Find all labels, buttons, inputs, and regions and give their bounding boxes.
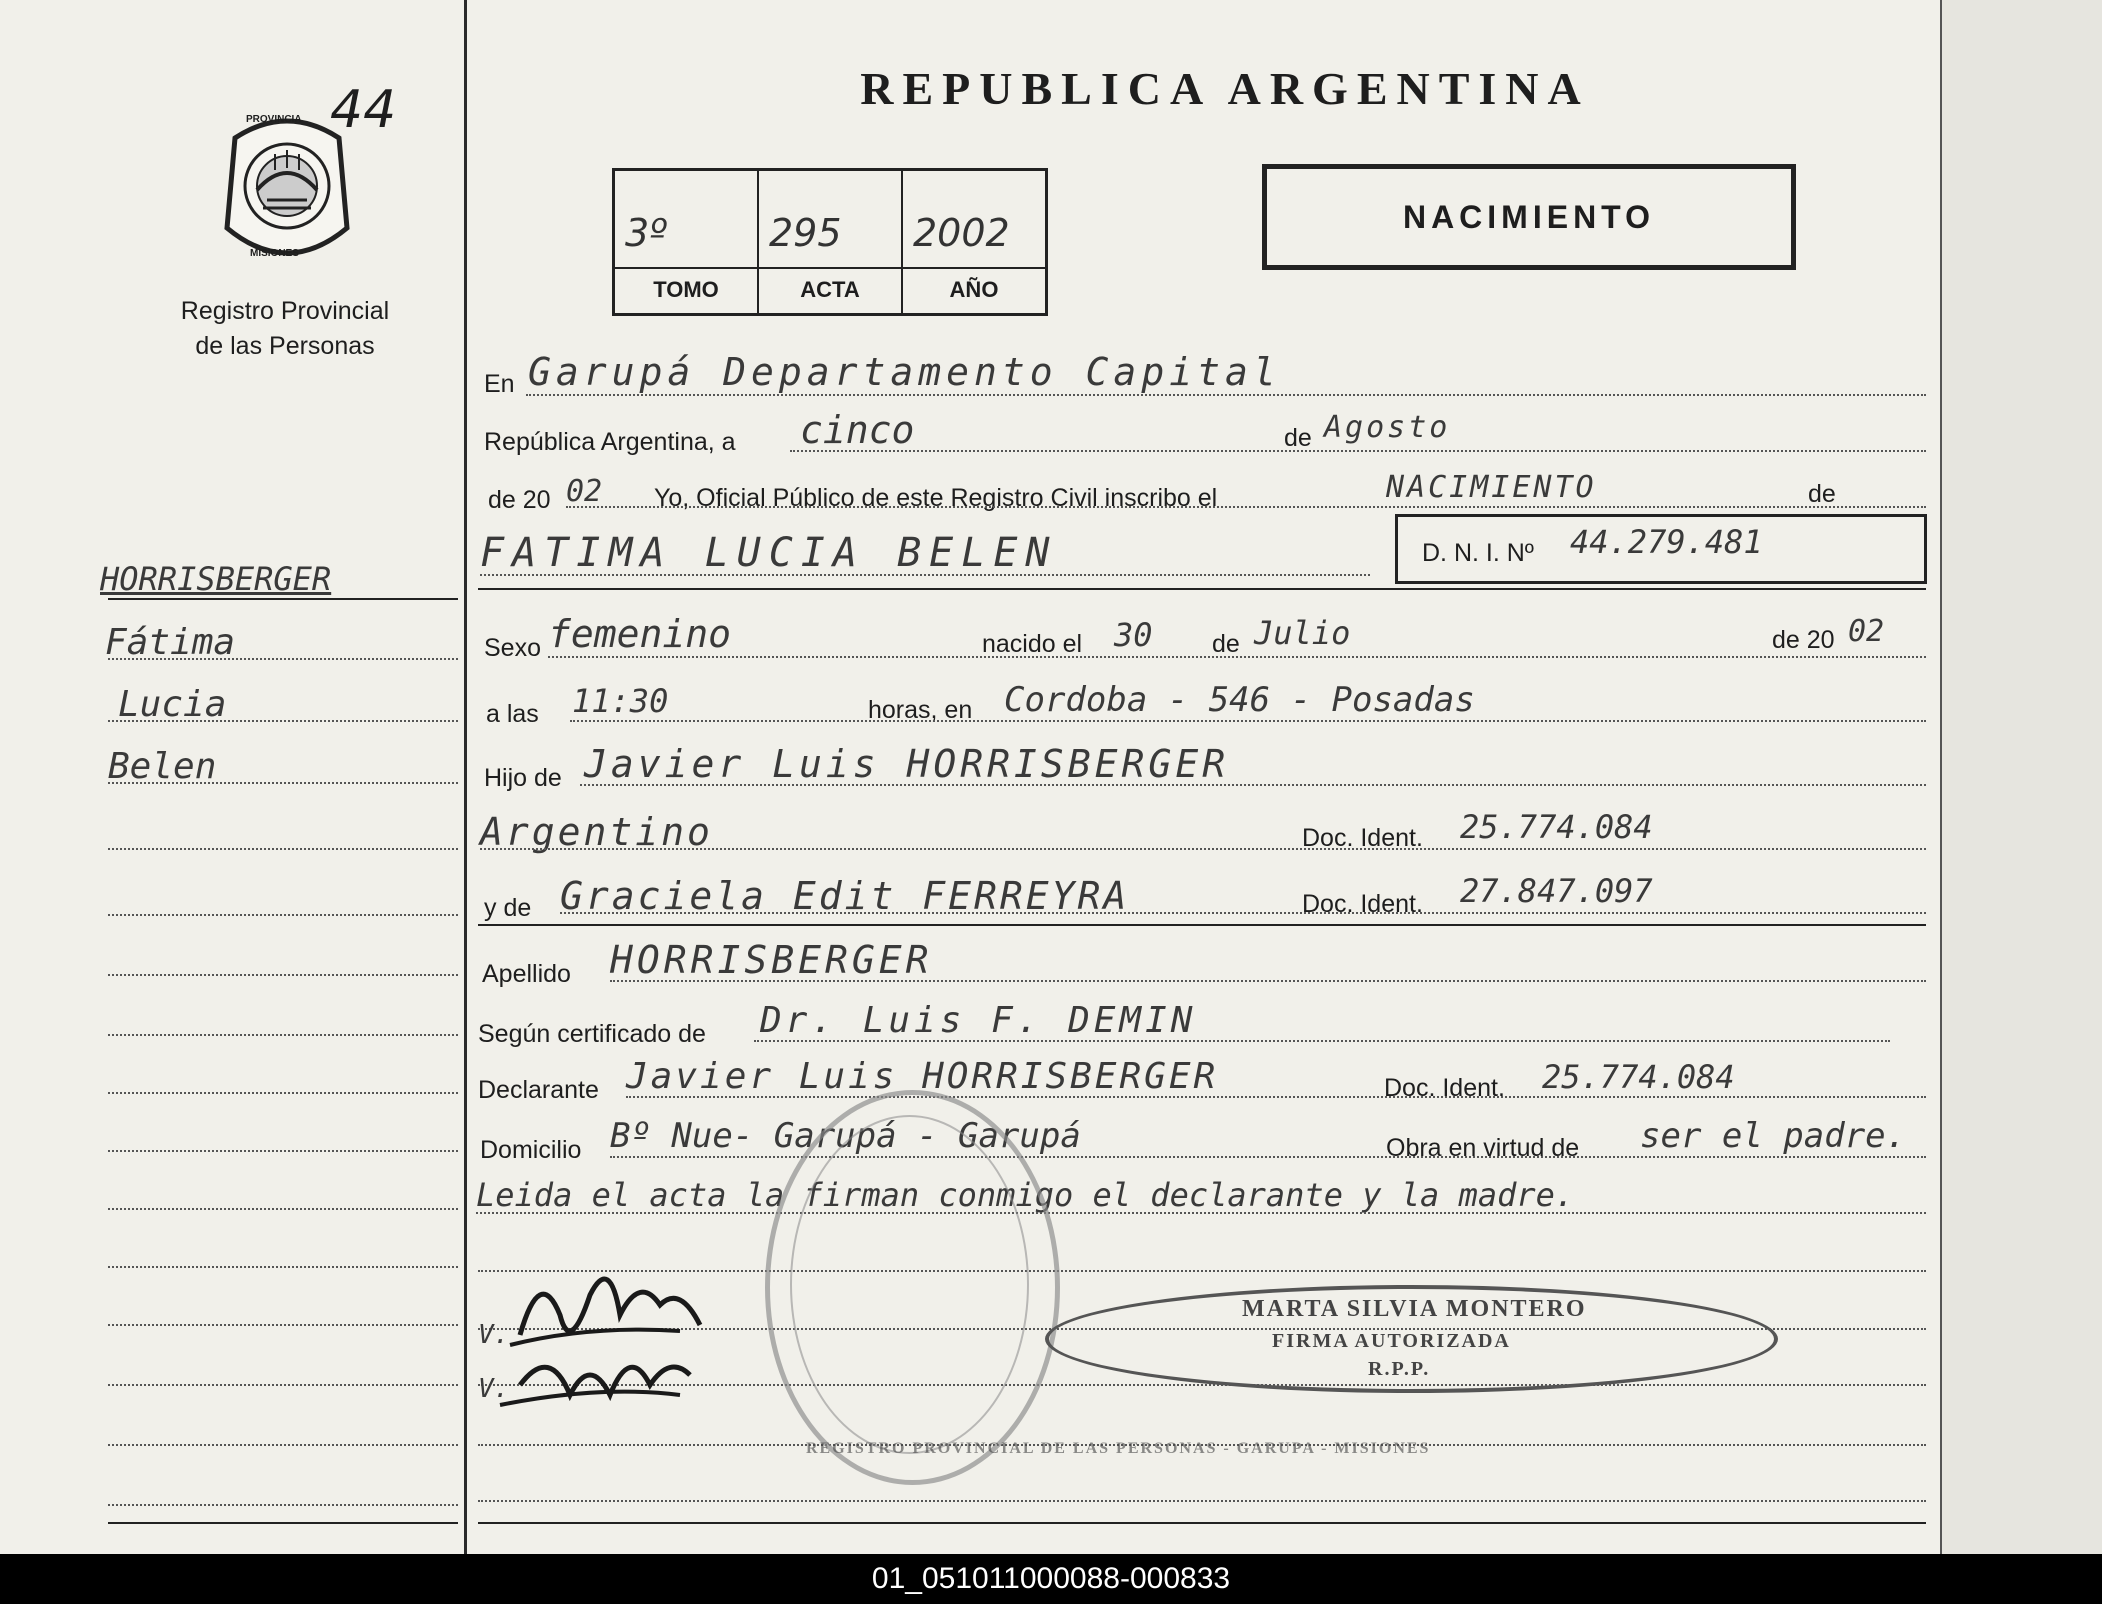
value-obra: ser el padre. <box>1640 1116 1907 1156</box>
margin-rule <box>108 1504 458 1506</box>
margin-rule <box>108 1444 458 1446</box>
fill-line <box>790 450 1926 452</box>
label-sexo: Sexo <box>484 634 541 662</box>
fill-line <box>476 1212 1926 1214</box>
seal-bottom-text: MISIONES <box>250 248 299 259</box>
fill-line <box>626 1096 1926 1098</box>
fill-line <box>560 912 1926 914</box>
oval-stamp-text: REGISTRO PROVINCIAL DE LAS PERSONAS - GARUPA - MISIONES <box>806 1440 1431 1457</box>
fill-line <box>570 720 1926 722</box>
section-rule <box>478 588 1926 590</box>
stamp-rpp: R.P.P. <box>1368 1358 1431 1380</box>
margin-rule <box>108 1034 458 1036</box>
label-nacido: nacido el <box>982 630 1083 658</box>
margin-rule <box>108 1384 458 1386</box>
label-y-de: y de <box>484 894 532 922</box>
handwritten-signatures-icon <box>480 1255 720 1425</box>
tomo-value: 3º <box>625 211 668 255</box>
fill-line <box>580 784 1926 786</box>
value-dni: 44.279.481 <box>1570 523 1763 561</box>
image-id-bar: 01_051011000088-000833 <box>0 1554 2102 1604</box>
ano-label: AÑO <box>903 267 1045 303</box>
label-dni: D. N. I. Nº <box>1422 539 1534 567</box>
label-obra: Obra en virtud de <box>1386 1134 1580 1162</box>
margin-name-1: Fátima <box>105 622 236 663</box>
margin-rule <box>108 1208 458 1210</box>
label-de-end: de <box>1808 480 1836 508</box>
value-sexo: femenino <box>548 612 732 656</box>
label-horas: horas, en <box>868 696 973 724</box>
fill-line <box>566 506 1926 508</box>
fill-line <box>480 848 1926 850</box>
acta-value: 295 <box>769 211 842 255</box>
value-tipo: NACIMIENTO <box>1386 470 1597 505</box>
value-apellido: HORRISBERGER <box>610 938 933 982</box>
label-domicilio: Domicilio <box>480 1136 582 1164</box>
margin-name-3: Belen <box>108 746 217 787</box>
margin-rule <box>108 914 458 916</box>
tomo-acta-ano-box <box>612 168 1048 316</box>
registry-name <box>150 294 420 364</box>
margin-rule <box>108 658 458 660</box>
tomo-label: TOMO <box>615 267 757 303</box>
fill-line <box>610 980 1926 982</box>
value-mes: Agosto <box>1324 410 1451 445</box>
margin-rule <box>108 1266 458 1268</box>
label-de-20b: de 20 <box>1772 626 1835 654</box>
margin-rule <box>108 1324 458 1326</box>
value-anio: 02 <box>566 474 603 509</box>
stamp-official-name: MARTA SILVIA MONTERO <box>1242 1296 1587 1322</box>
value-nota: Leida el acta la firman conmigo el declarante y la madre. <box>476 1176 1575 1214</box>
registry-oval-stamp-inner <box>790 1115 1029 1454</box>
label-hijo-de: Hijo de <box>484 764 562 792</box>
fill-line <box>548 656 1926 658</box>
value-doc-declarante: 25.774.084 <box>1542 1058 1735 1096</box>
ano-value: 2002 <box>913 211 1010 255</box>
label-doc-ident-3: Doc. Ident. <box>1384 1074 1505 1102</box>
stamp-firma-autorizada: FIRMA AUTORIZADA <box>1272 1330 1511 1352</box>
label-republica: República Argentina, a <box>484 428 736 456</box>
margin-rule <box>108 1150 458 1152</box>
value-doc-madre: 27.847.097 <box>1460 872 1653 910</box>
value-nacionalidad: Argentino <box>480 810 713 854</box>
label-en: En <box>484 370 515 398</box>
margin-number: 44 <box>330 80 397 140</box>
value-nac-anio: 02 <box>1848 614 1885 649</box>
value-nombre: FATIMA LUCIA BELEN <box>480 530 1058 576</box>
margin-rule <box>108 782 458 784</box>
margin-surname: HORRISBERGER <box>100 560 332 598</box>
fill-line <box>754 1040 1890 1042</box>
value-hora: 11:30 <box>572 682 669 720</box>
fill-line <box>526 394 1926 396</box>
registry-line-2: de las Personas <box>195 332 375 360</box>
registry-line-1: Registro Provincial <box>180 297 390 325</box>
margin-rule <box>108 1522 458 1524</box>
margin-rule <box>108 848 458 850</box>
document-title: REPUBLICA ARGENTINA <box>860 63 1590 114</box>
label-de-20: de 20 <box>488 486 551 514</box>
label-segun: Según certificado de <box>478 1020 706 1048</box>
dni-box <box>1395 514 1927 584</box>
value-nac-dia: 30 <box>1114 616 1153 654</box>
label-declarante: Declarante <box>478 1076 599 1104</box>
ano-cell <box>903 171 1045 313</box>
label-doc-ident-1: Doc. Ident. <box>1302 824 1423 852</box>
fill-line <box>480 574 1370 576</box>
margin-name-2: Lucia <box>118 684 227 725</box>
value-madre: Graciela Edit FERREYRA <box>560 874 1130 918</box>
value-domicilio: Bº Nue- Garupá - Garupá <box>610 1116 1081 1156</box>
record-type-box: NACIMIENTO <box>1262 164 1796 270</box>
value-dia: cinco <box>800 408 915 452</box>
signature-mark-2: V. <box>478 1374 510 1404</box>
value-declarante: Javier Luis HORRISBERGER <box>626 1056 1219 1097</box>
adjacent-page-edge <box>1940 0 2102 1554</box>
acta-label: ACTA <box>759 267 901 303</box>
margin-rule <box>108 1092 458 1094</box>
column-divider <box>464 0 467 1554</box>
section-rule <box>478 924 1926 926</box>
signature-mark-1: V. <box>478 1320 510 1350</box>
value-nac-mes: Julio <box>1254 614 1351 652</box>
label-de-2: de <box>1212 630 1240 658</box>
value-lugar: Garupá Departamento Capital <box>528 350 1281 394</box>
value-padre: Javier Luis HORRISBERGER <box>584 742 1230 786</box>
label-apellido: Apellido <box>482 960 571 988</box>
value-lugar-nac: Cordoba - 546 - Posadas <box>1004 680 1475 720</box>
acta-cell <box>759 171 903 313</box>
fill-line <box>478 1500 1926 1502</box>
label-de: de <box>1284 424 1312 452</box>
label-doc-ident-2: Doc. Ident. <box>1302 890 1423 918</box>
label-yo: Yo, Oficial Público de este Registro Civil inscribo el <box>654 484 1218 512</box>
tomo-cell <box>615 171 759 313</box>
margin-rule <box>108 720 458 722</box>
label-a-las: a las <box>486 700 539 728</box>
value-certificado: Dr. Luis F. DEMIN <box>760 1000 1197 1041</box>
seal-top-text: PROVINCIA <box>246 114 302 125</box>
margin-rule <box>108 974 458 976</box>
value-doc-padre: 25.774.084 <box>1460 808 1653 846</box>
margin-rule <box>108 598 458 600</box>
section-rule <box>478 1522 1926 1524</box>
